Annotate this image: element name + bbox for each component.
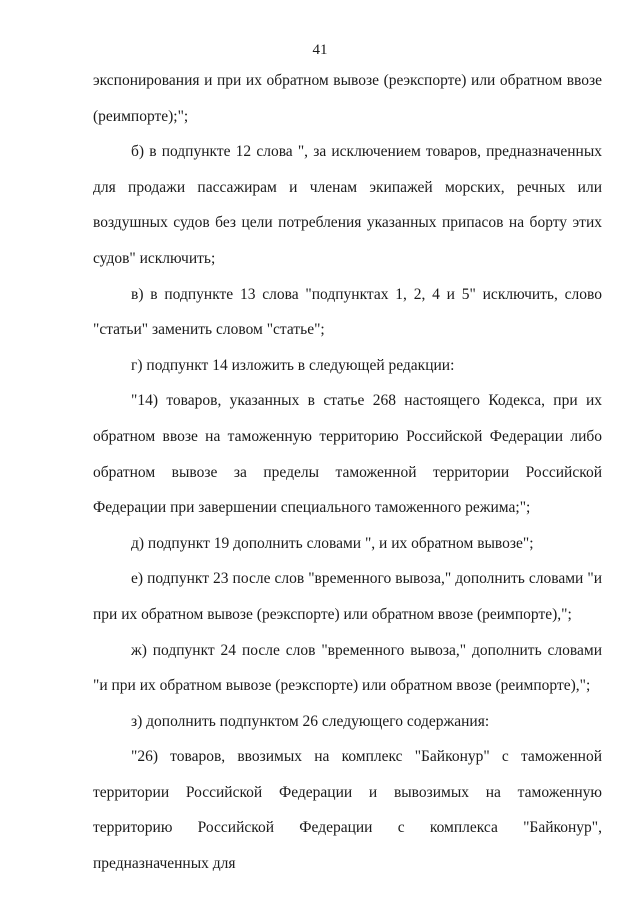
paragraph-e: е) подпункт 23 после слов "временного вывоза," дополнить словами "и при их обратном вывозе (реэкспорте) или обратном ввозе (реимпорте),";: [93, 570, 602, 623]
paragraph-d: д) подпункт 19 дополнить словами ", и их обратном вывозе";: [131, 534, 534, 552]
paragraph-z: з) дополнить подпунктом 26 следующего содержания:: [131, 712, 490, 730]
page-number: 41: [312, 42, 328, 58]
paragraph-subpoint-26: "26) товаров, ввозимых на комплекс "Байконур" с таможенной территории Российской Федерации и вывозимых на таможенную территорию Российской Федерации с комплекса "Байконур", предназначенных для: [93, 748, 602, 873]
paragraph-v: в) в подпункте 13 слова "подпунктах 1, 2, 4 и 5" исключить, слово "статьи" заменить словом "статье";: [93, 285, 602, 339]
paragraph-subpoint-14: "14) товаров, указанных в статье 268 настоящего Кодекса, при их обратном ввозе на таможенную территорию Российской Федерации либо обратном вывозе за пределы таможенной территории Российской Федерации при завершении специального таможенного режима;";: [93, 392, 602, 517]
paragraph-g: г) подпункт 14 изложить в следующей редакции:: [131, 356, 455, 374]
paragraph-continuation: экспонирования и при их обратном вывозе (реэкспорте) или обратном ввозе (реимпорте);";: [93, 72, 602, 125]
document-body: [93, 63, 602, 882]
paragraph-b: б) в подпункте 12 слова ", за исключением товаров, предназначенных для продажи пассажирам и членам экипажей морских, речных или воздушных судов без цели потребления указанных припасов на борту этих судов" исключить;: [93, 143, 602, 267]
paragraph-zh: ж) подпункт 24 после слов "временного вывоза," дополнить словами "и при их обратном вывозе (реэкспорте) или обратном ввозе (реимпорте),";: [93, 641, 602, 695]
